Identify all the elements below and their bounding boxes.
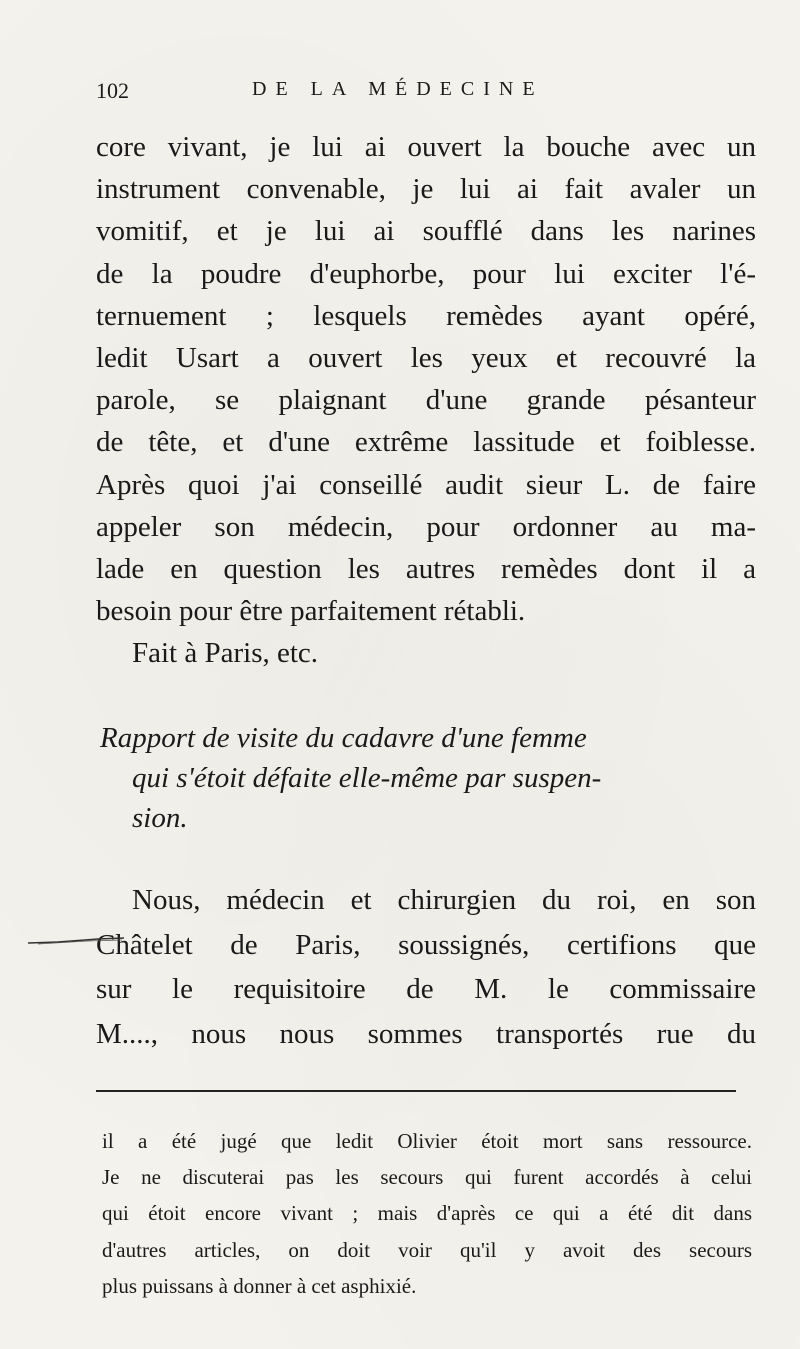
footnote-line: qui étoit encore vivant ; mais d'après ce qui a été dit dans: [102, 1201, 752, 1226]
ink-scratch-mark: [28, 937, 124, 945]
text-line: de la poudre d'euphorbe, pour lui exciter l'é-: [96, 257, 756, 290]
text-line: Nous, médecin et chirurgien du roi, en son: [132, 884, 756, 916]
footnote: [102, 1123, 752, 1304]
footnote-line: il a été jugé que ledit Olivier étoit mort sans ressource.: [102, 1129, 752, 1153]
text-line: Après quoi j'ai conseillé audit sieur L. de faire: [96, 468, 756, 501]
text-line: sur le requisitoire de M. le commissaire: [96, 973, 756, 1005]
text-line: Châtelet de Paris, soussignés, certifions que: [96, 928, 756, 961]
text-line: core vivant, je lui ai ouvert la bouche avec un: [96, 131, 756, 163]
running-title: DE LA MÉDECINE: [252, 78, 544, 100]
footnote-rule: [96, 1090, 736, 1092]
text-line-signature: Fait à Paris, etc.: [132, 637, 319, 670]
page-number: 102: [96, 78, 129, 103]
text-line: lade en question les autres remèdes dont il a: [96, 552, 756, 585]
heading-line: Rapport de visite du cadavre d'une femme: [100, 722, 587, 754]
text-line: besoin pour être parfaitement rétabli.: [96, 595, 526, 628]
text-line: parole, se plaignant d'une grande pésanteur: [96, 384, 756, 417]
footnote-line: plus puissans à donner à cet asphixié.: [102, 1273, 417, 1298]
paragraph-continued: [96, 126, 756, 674]
text-line: instrument convenable, je lui ai fait avaler un: [96, 173, 756, 206]
footnote-line: d'autres articles, on doit voir qu'il y avoit des secours: [102, 1237, 752, 1262]
paragraph-report: [96, 878, 756, 1056]
heading-line: sion.: [132, 802, 188, 834]
heading-line: qui s'étoit défaite elle-même par suspen-: [132, 762, 602, 794]
page-header: [96, 78, 736, 108]
text-line: vomitif, et je lui ai soufflé dans les narines: [96, 215, 756, 248]
footnote-line: Je ne discuterai pas les secours qui furent accordés à celui: [102, 1165, 752, 1190]
text-line: appeler son médecin, pour ordonner au ma-: [96, 510, 756, 543]
section-heading: [100, 718, 760, 838]
text-line: ternuement ; lesquels remèdes ayant opéré,: [96, 299, 756, 332]
text-line: M...., nous nous sommes transportés rue du: [96, 1017, 756, 1050]
text-line: ledit Usart a ouvert les yeux et recouvré la: [96, 341, 756, 374]
text-line: de tête, et d'une extrême lassitude et foiblesse.: [96, 426, 756, 459]
